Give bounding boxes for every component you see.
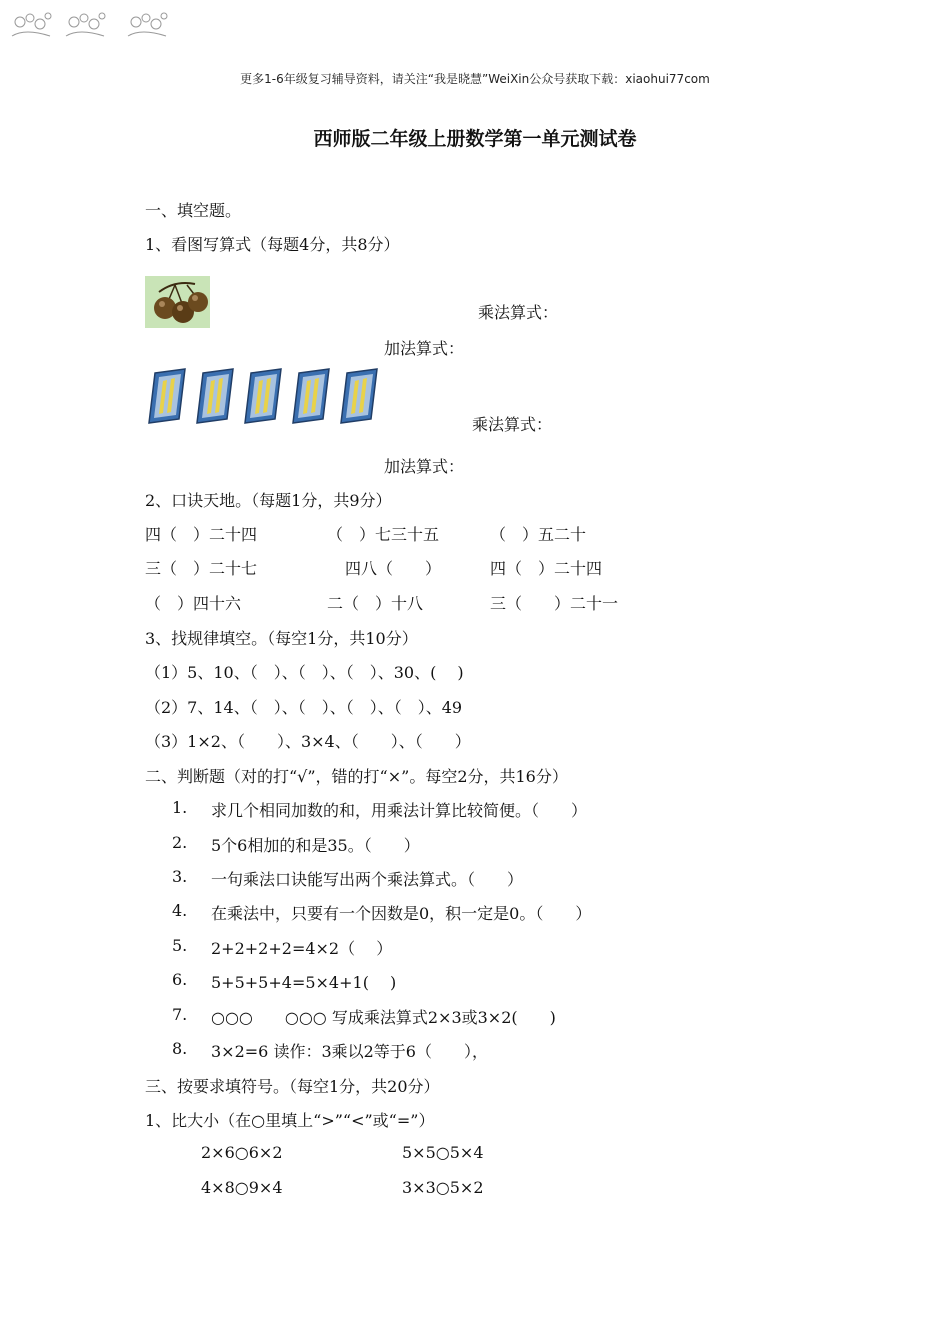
judge-item-text: 3×2=6 读作：3乘以2等于6（ ）， (211, 1042, 488, 1061)
judge-item-text: 2+2+2+2=4×2（ ） (211, 939, 393, 958)
eraser-icon (245, 369, 281, 423)
add-formula-label-1: 加法算式： (384, 339, 465, 358)
judge-item-number: 5. (172, 936, 188, 955)
judge-item-number: 4. (172, 901, 188, 920)
judge-item-text: ○○○ ○○○ 写成乘法算式2×3或3×2( ) (211, 1008, 556, 1027)
compare-item: 5×5○5×4 (402, 1143, 484, 1162)
judge-item-text: 求几个相同加数的和，用乘法计算比较简便。（ ） (211, 801, 588, 820)
q1-label: 1、看图写算式（每题4分，共8分） (145, 235, 400, 254)
pattern-item: （2）7、14、（ ）、（ ）、（ ）、（ ）、49 (145, 698, 463, 717)
multiplication-rhyme: （ ）四十六 (145, 594, 242, 613)
eraser-icon (197, 369, 233, 423)
multiplication-rhyme: 四（ ）二十四 (490, 559, 603, 578)
judge-item-number: 6. (172, 970, 188, 989)
q2-label: 2、口诀天地。（每题1分，共9分） (145, 491, 392, 510)
section1-heading: 一、填空题。 (145, 201, 242, 220)
multiplication-rhyme: （ ）五二十 (490, 525, 587, 544)
compare-item: 2×6○6×2 (201, 1143, 283, 1162)
judge-item-text: 5个6相加的和是35。（ ） (211, 836, 420, 855)
multiplication-rhyme: 四（ ）二十四 (145, 525, 258, 544)
multiplication-rhyme: 三（ ）二十一 (490, 594, 619, 613)
pattern-item: （3）1×2、（ ）、3×4、（ ）、（ ） (145, 732, 471, 751)
eraser-icon (149, 369, 185, 423)
multiplication-rhyme: 三（ ）二十七 (145, 559, 258, 578)
eraser-icon (341, 369, 377, 423)
cherries-icon (145, 276, 210, 328)
judge-item-number: 1. (172, 798, 188, 817)
compare-item: 3×3○5×2 (402, 1178, 484, 1197)
mult-formula-label-2: 乘法算式： (472, 415, 553, 434)
judge-item-number: 7. (172, 1005, 188, 1024)
compare-label: 1、比大小（在○里填上“>”“<”或“=”） (145, 1111, 435, 1130)
section3-heading: 三、按要求填符号。（每空1分，共20分） (145, 1077, 440, 1096)
judge-item-text: 5+5+5+4=5×4+1( ) (211, 973, 397, 992)
judge-item-text: 一句乘法口诀能写出两个乘法算式。（ ） (211, 870, 524, 889)
flower-decoration-icon (4, 4, 179, 40)
add-formula-label-2: 加法算式： (384, 457, 465, 476)
pattern-item: （1）5、10、（ ）、（ ）、（ ）、30、( ) (145, 663, 464, 682)
page-header: 更多1-6年级复习辅导资料，请关注“我是晓慧”WeiXin公众号获取下载：xiaohui77com (240, 72, 710, 86)
q3-label: 3、找规律填空。（每空1分，共10分） (145, 629, 418, 648)
eraser-icon (293, 369, 329, 423)
section2-heading: 二、判断题（对的打“√”，错的打“×”。每空2分，共16分） (145, 767, 568, 786)
erasers-picture (143, 366, 386, 426)
judge-item-number: 8. (172, 1039, 188, 1058)
mult-formula-label-1: 乘法算式： (478, 303, 559, 322)
cherries-picture (145, 276, 210, 328)
judge-item-text: 在乘法中，只要有一个因数是0，积一定是0。（ ） (211, 904, 592, 923)
multiplication-rhyme: 二（ ）十八 (327, 594, 424, 613)
page-title: 西师版二年级上册数学第一单元测试卷 (313, 128, 637, 150)
multiplication-rhyme: （ ）七三十五 (327, 525, 440, 544)
judge-item-number: 2. (172, 833, 188, 852)
judge-item-number: 3. (172, 867, 188, 886)
multiplication-rhyme: 四八（ ） (345, 559, 442, 578)
compare-item: 4×8○9×4 (201, 1178, 283, 1197)
